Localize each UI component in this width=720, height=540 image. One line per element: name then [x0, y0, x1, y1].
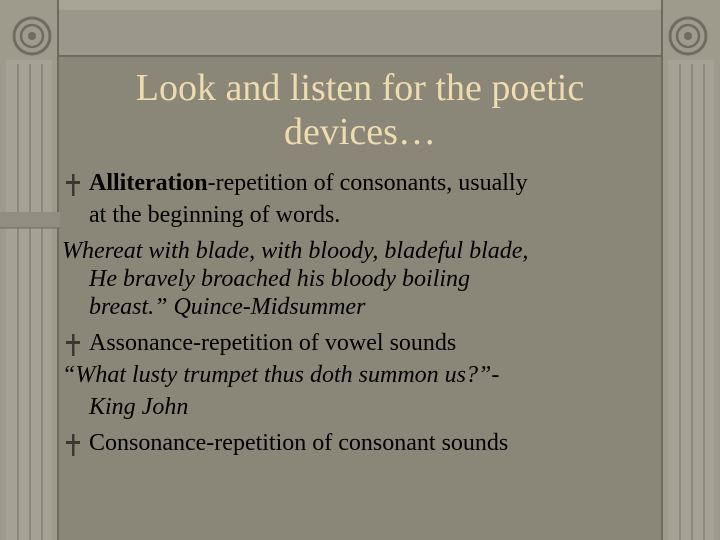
quote-line: Whereat with blade, with bloody, bladeful blade, [62, 238, 529, 264]
slide-title [60, 66, 660, 154]
bullet-text: Assonance-repetition of vowel sounds [89, 330, 457, 356]
cross-bullet-icon [66, 434, 80, 456]
bullet-line [89, 170, 528, 196]
quote-line: King John [89, 394, 189, 420]
cross-bullet-icon [66, 174, 80, 196]
bullet-bold-term: Alliteration [89, 170, 208, 196]
spiral-scroll-icon [10, 14, 54, 58]
quote-line: breast.” Quince-Midsummer [89, 294, 366, 320]
spiral-scroll-icon [666, 14, 710, 58]
title-line: Look and listen for the poetic [135, 67, 585, 109]
quote-line: He bravely broached his bloody boiling [89, 266, 471, 292]
title-line: devices… [284, 111, 436, 153]
quote-line: “What lusty trumpet thus doth summon us?”- [62, 362, 500, 388]
bullet-continuation: at the beginning of words. [89, 202, 341, 228]
bullet-text: -repetition of consonants, usually [207, 170, 528, 196]
cross-bullet-icon [66, 334, 80, 356]
bullet-text: Consonance-repetition of consonant sounds [89, 430, 509, 456]
